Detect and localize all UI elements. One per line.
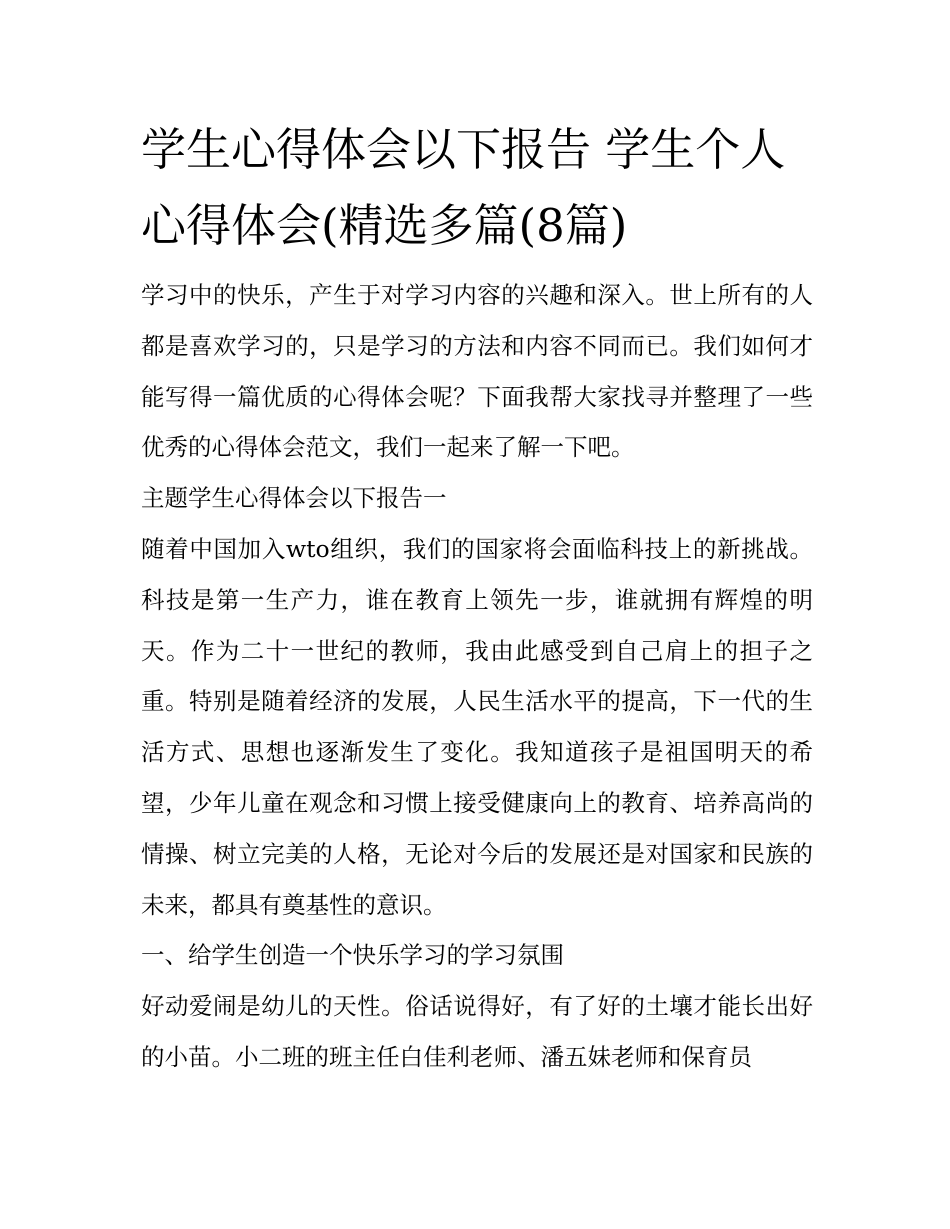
document-body [141,112,813,1083]
document-title: 学生心得体会以下报告 学生个人心得体会(精选多篇(8篇) [141,123,786,252]
body-paragraph-continued: 好动爱闹是幼儿的天性。俗话说得好，有了好的土壤才能长出好的小苗。小二班的班主任白佳利老师、潘五妹老师和保育员 [141,992,813,1071]
body-paragraph: 随着中国加入wto组织，我们的国家将会面临科技上的新挑战。科技是第一生产力，谁在教育上领先一步，谁就拥有辉煌的明天。作为二十一世纪的教师，我由此感受到自己肩上的担子之重。特别是随着经济的发展，人民生活水平的提高，下一代的生活方式、思想也逐渐发生了变化。我知道孩子是祖国明天的希望，少年儿童在观念和习惯上接受健康向上的教育、培养高尚的情操、树立完美的人格，无论对今后的发展还是对国家和民族的未来，都具有奠基性的意识。 [141,534,813,919]
section-heading-report-one: 主题学生心得体会以下报告一 [141,484,447,513]
section-heading-atmosphere: 一、给学生创造一个快乐学习的学习氛围 [141,941,564,970]
intro-paragraph: 学习中的快乐，产生于对学习内容的兴趣和深入。世上所有的人都是喜欢学习的，只是学习的方法和内容不同而已。我们如何才能写得一篇优质的心得体会呢？下面我帮大家找寻并整理了一些优秀的心得体会范文，我们一起来了解一下吧。 [141,281,813,462]
